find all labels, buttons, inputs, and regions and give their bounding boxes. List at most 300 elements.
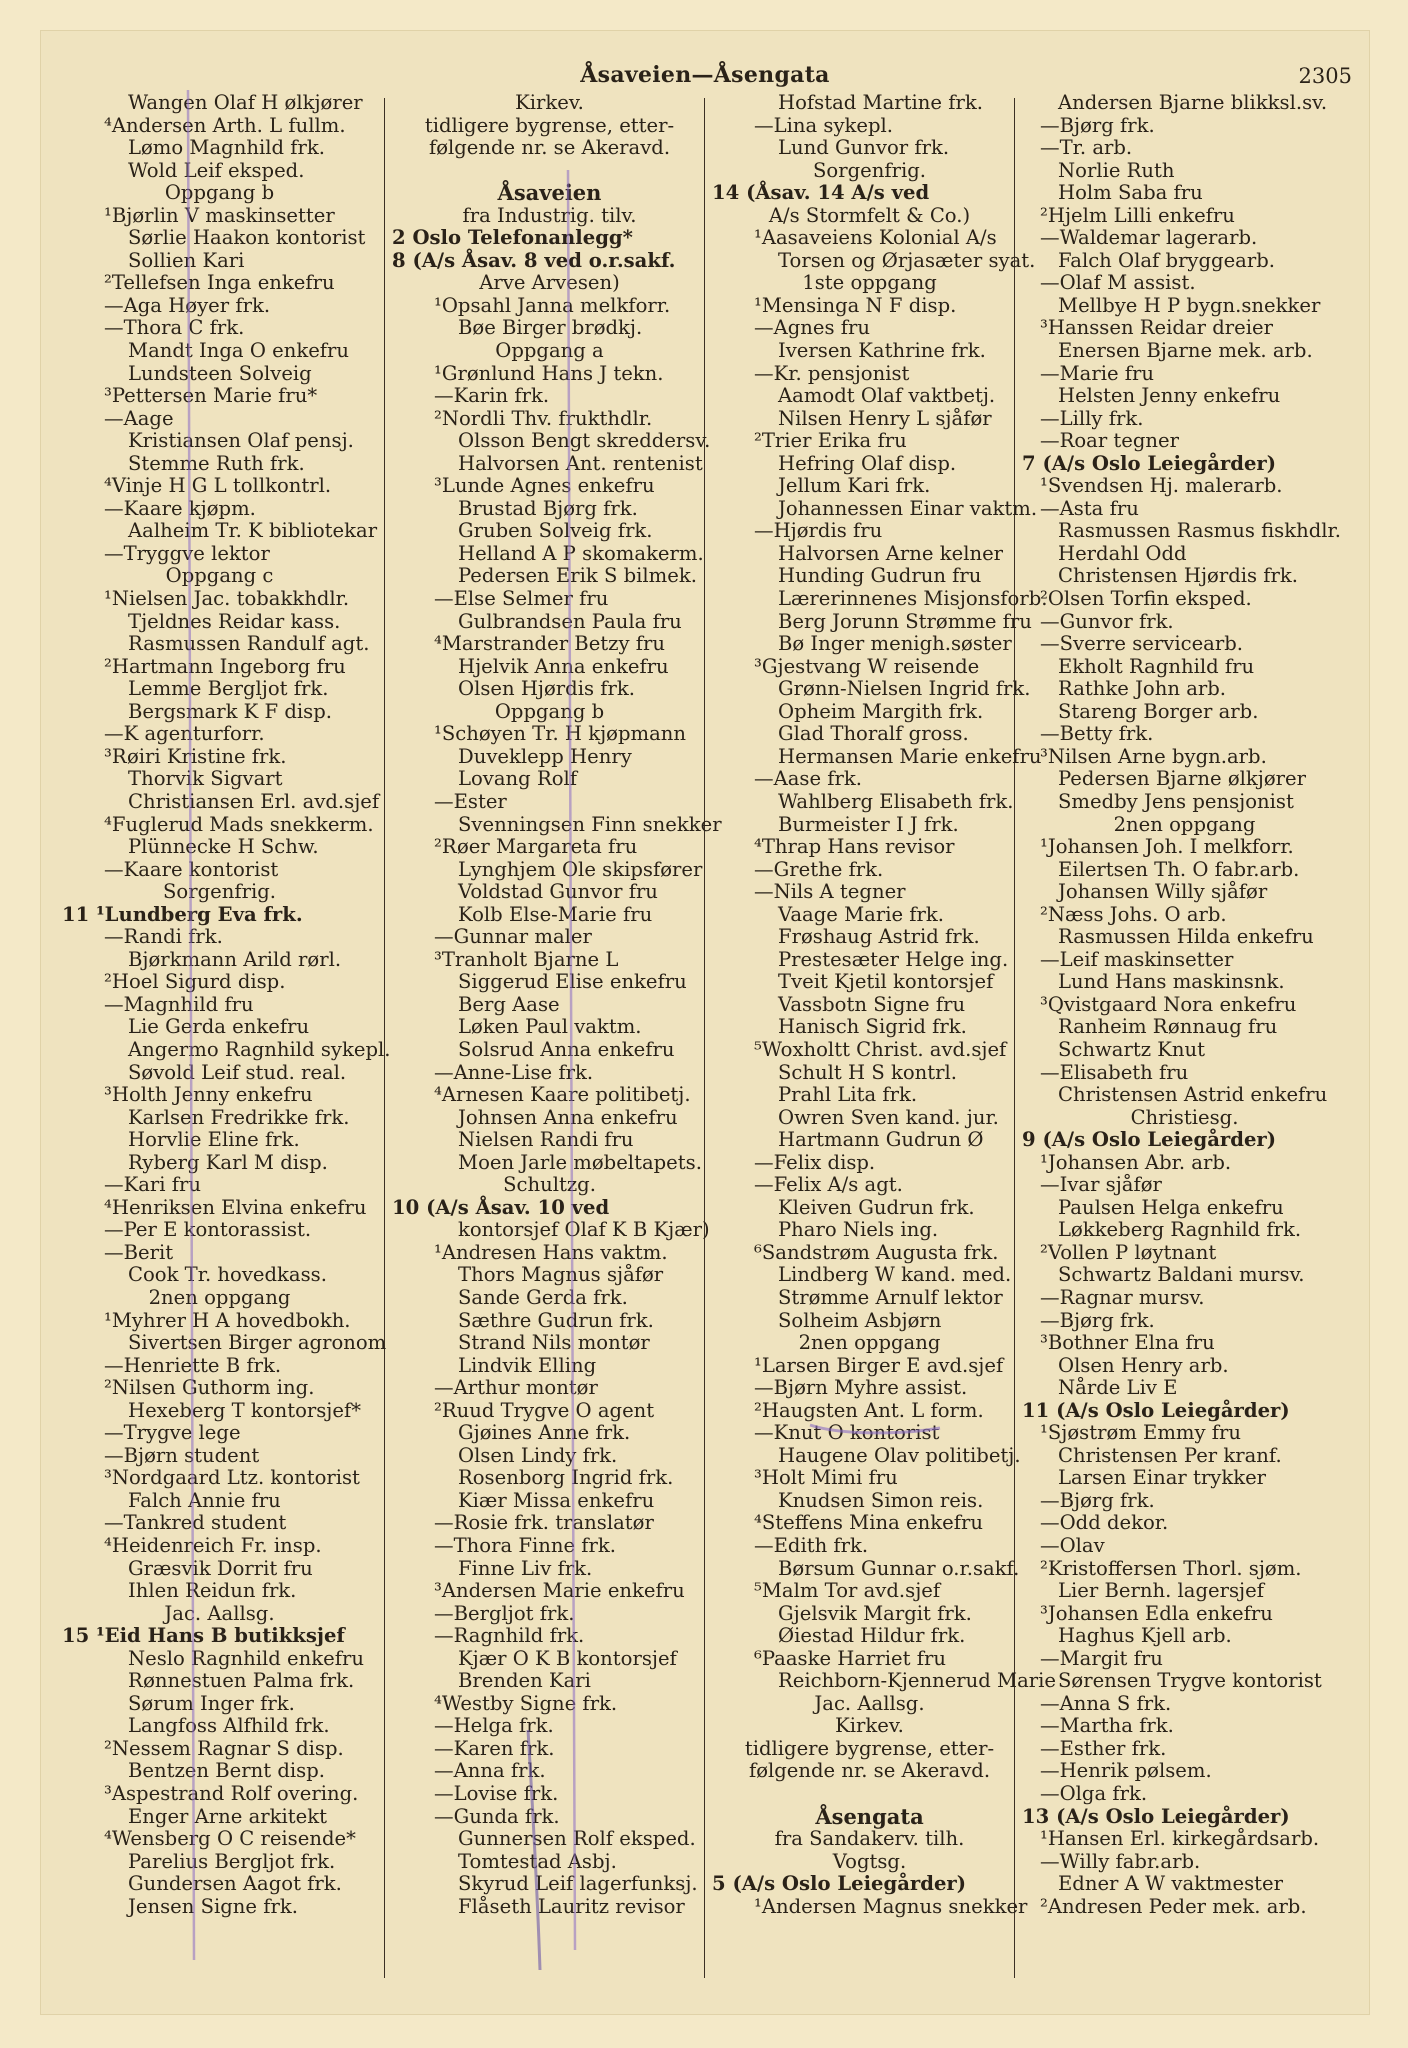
directory-entry: —Olga frk. [1040,1782,1148,1806]
directory-entry: —Leif maskinsetter [1040,947,1234,971]
directory-entry: Parelius Bergljot frk. [128,1849,336,1873]
directory-entry: ⁴Vinje H G L tollkontrl. [104,474,332,498]
directory-entry: 15 ¹Eid Hans B butikksjef [62,1624,345,1648]
directory-entry: Gulbrandsen Paula fru [458,609,682,633]
directory-entry: —Rosie frk. translatør [434,1511,654,1535]
directory-entry: ⁴Arnesen Kaare politibetj. [434,1083,691,1107]
directory-entry: Ranheim Rønnaug fru [1058,1015,1278,1039]
directory-entry: 2nen oppgang [148,1285,291,1309]
directory-entry: ⁴Wensberg O C reisende* [104,1827,356,1851]
directory-entry: Christiansen Erl. avd.sjef [128,789,380,813]
directory-entry: —Sverre servicearb. [1040,632,1243,656]
directory-entry: —Karen frk. [434,1736,555,1760]
directory-entry: ¹Andersen Magnus snekker [754,1894,1028,1918]
directory-entry: —Berit [104,1240,174,1264]
directory-entry: Ryberg Karl M disp. [128,1150,328,1174]
directory-entry: ²Ruud Trygve O agent [434,1398,655,1422]
directory-entry: Løken Paul vaktm. [458,1015,642,1039]
directory-entry: Haghus Kjell arb. [1058,1624,1232,1648]
directory-entry: Olsson Bengt skreddersv. [458,429,711,453]
directory-entry: Christensen Per kranf. [1058,1443,1282,1467]
directory-entry: —Nils A tegner [754,880,906,904]
directory-entry: —Bjørg frk. [1040,1308,1155,1332]
directory-entry: —Marie fru [1040,361,1155,385]
directory-entry: ¹Schøyen Tr. H kjøpmann [434,722,687,746]
directory-entry: 2 Oslo Telefonanlegg* [392,226,633,250]
directory-entry: Lemme Bergljot frk. [128,677,329,701]
directory-entry: ³Pettersen Marie fru* [104,384,318,408]
directory-entry: Bentzen Bernt disp. [128,1759,325,1783]
directory-entry: 5 (A/s Oslo Leiegårder) [712,1872,967,1896]
directory-entry: Enersen Bjarne mek. arb. [1058,339,1313,363]
directory-entry: Hanisch Sigrid frk. [778,1015,967,1039]
directory-entry: Plünnecke H Schw. [128,835,319,859]
directory-entry: ²Hoel Sigurd disp. [104,970,286,994]
directory-entry: Langfoss Alfhild frk. [128,1714,330,1738]
directory-entry: Mandt Inga O enkefru [128,339,350,363]
directory-entry: Lund Gunvor frk. [778,136,950,160]
directory-entry: Edner A W vaktmester [1058,1872,1283,1896]
directory-entry: Andersen Bjarne blikksl.sv. [1058,91,1328,114]
directory-entry: Knudsen Simon reis. [778,1488,984,1512]
directory-entry: Rathke John arb. [1058,677,1227,701]
column-2 [392,91,722,1918]
directory-entry: —Kaare kjøpm. [104,496,256,520]
directory-entry: Olsen Henry arb. [1058,1353,1229,1377]
directory-entry: ²Næss Johs. O arb. [1040,902,1227,926]
directory-entry: Rosenborg Ingrid frk. [458,1466,674,1490]
directory-entry: Berg Aase [458,992,560,1016]
directory-entry: ²Nordli Thv. frukthdlr. [434,406,653,430]
directory-entry: Svenningsen Finn snekker [458,812,722,836]
directory-entry: ⁵Malm Tor avd.sjef [754,1579,941,1603]
directory-entry: —Helga frk. [434,1714,554,1738]
directory-entry: Kolb Else-Marie fru [458,902,653,926]
directory-entry: Lindberg W kand. med. [778,1263,1012,1287]
directory-entry: Bjørkmann Arild rørl. [128,947,342,971]
directory-entry: Sorgenfrig. [813,158,926,182]
directory-entry: Glad Thoralf gross. [778,722,969,746]
directory-entry: 14 (Åsav. 14 A/s ved [712,181,930,205]
directory-entry: kontorsjef Olaf K B Kjær) [458,1218,710,1242]
directory-entry: ³Holt Mimi fru [754,1466,898,1490]
directory-entry: Lie Gerda enkefru [128,1015,310,1039]
directory-entry: ¹Nielsen Jac. tobakkhdlr. [104,587,350,611]
directory-entry: ²Hartmann Ingeborg fru [104,654,346,678]
directory-entry: 2nen oppgang [1113,812,1256,836]
directory-entry: ³Hanssen Reidar dreier [1040,316,1273,340]
directory-entry: Jac. Aallsg. [814,1691,925,1715]
directory-entry: ¹Mensinga N F disp. [754,293,957,317]
directory-entry: —Anna frk. [434,1759,546,1783]
directory-entry: ¹Johansen Abr. arb. [1040,1150,1232,1174]
directory-entry: Sande Gerda frk. [458,1285,628,1309]
directory-entry: Sørlie Haakon kontorist [128,226,366,250]
directory-entry: 1ste oppgang [802,271,937,295]
directory-entry: Gunnersen Rolf eksped. [458,1827,696,1851]
directory-entry: Schult H S kontrl. [778,1060,957,1084]
directory-entry: tidligere bygrense, etter- [424,113,675,137]
directory-entry: Torsen og Ørjasæter syat. [778,248,1036,272]
directory-entry: —Bergljot frk. [434,1601,575,1625]
directory-entry: Lund Hans maskinsnk. [1058,970,1285,994]
directory-entry: ³Johansen Edla enkefru [1040,1601,1273,1625]
directory-entry: Tveit Kjetil kontorsjef [778,970,994,994]
directory-entry: Iversen Kathrine frk. [778,339,986,363]
directory-entry: —Margit fru [1040,1646,1163,1670]
directory-entry: Wahlberg Elisabeth frk. [778,789,1014,813]
directory-entry: —Olaf M assist. [1040,271,1196,295]
directory-entry: Rasmussen Randulf agt. [128,632,370,656]
directory-entry [712,1783,1027,1806]
directory-entry: —Karin frk. [434,384,550,408]
directory-entry: Lømo Magnhild frk. [128,136,325,160]
directory-entry: Sørum Inger frk. [128,1691,295,1715]
directory-entry: Thors Magnus sjåfør [458,1263,664,1287]
directory-entry: —Aage [104,406,174,430]
directory-entry: Berg Jorunn Strømme fru [778,609,1032,633]
directory-entry: Johansen Willy sjåfør [1058,880,1268,904]
directory-entry: —Gunnar maler [434,925,592,949]
directory-entry: Mellbye H P bygn.snekker [1058,293,1321,317]
directory-entry: —Gunvor frk. [1040,609,1174,633]
directory-entry: —Willy fabr.arb. [1040,1849,1201,1873]
directory-entry: Finne Liv frk. [458,1556,593,1580]
directory-entry: Neslo Ragnhild enkefru [128,1646,364,1670]
directory-entry: Hofstad Martine frk. [778,91,983,114]
directory-entry: Siggerud Elise enkefru [458,970,687,994]
directory-entry: Nårde Liv E [1058,1376,1178,1400]
directory-entry: Reichborn-Kjennerud Marie [778,1669,1057,1693]
directory-entry: 11 ¹Lundberg Eva frk. [62,902,303,926]
directory-entry: Halvorsen Arne kelner [778,541,1004,565]
directory-entry: Oppgang a [495,339,604,363]
directory-entry: Olsen Hjørdis frk. [458,677,635,701]
directory-entry: Lærerinnenes Misjonsforb. [778,587,1048,611]
directory-entry: ²Vollen P løytnant [1040,1240,1217,1264]
directory-entry: Vassbotn Signe fru [778,992,966,1016]
directory-entry: 9 (A/s Oslo Leiegårder) [1022,1128,1277,1152]
directory-entry: ¹Svendsen Hj. malerarb. [1040,474,1283,498]
directory-entry: ⁶Paaske Harriet fru [754,1646,946,1670]
directory-entry: Christensen Astrid enkefru [1058,1083,1328,1107]
directory-entry: ¹Hansen Erl. kirkegårdsarb. [1040,1827,1320,1851]
directory-entry: Øiestad Hildur frk. [778,1624,966,1648]
directory-entry: —Else Selmer fru [434,587,609,611]
directory-entry: Halvorsen Ant. rentenist [458,451,703,475]
directory-entry: Vogtsg. [832,1849,907,1873]
directory-entry: følgende nr. se Akeravd. [428,136,671,160]
directory-entry: —Kari fru [104,1173,202,1197]
directory-entry: Sivertsen Birger agronom [128,1331,387,1355]
directory-entry: Aamodt Olaf vaktbetj. [778,384,996,408]
directory-entry: Strømme Arnulf lektor [778,1285,1003,1309]
directory-entry: Herdahl Odd [1058,541,1187,565]
directory-entry: Christiesg. [1130,1105,1239,1129]
directory-entry: 13 (A/s Oslo Leiegårder) [1022,1804,1290,1828]
directory-entry: —Aga Høyer frk. [104,293,271,317]
directory-entry: Hefring Olaf disp. [778,451,957,475]
directory-entry: 10 (A/s Åsav. 10 ved [392,1195,610,1219]
directory-entry: Schwartz Knut [1058,1037,1206,1061]
directory-entry: ²Nessem Ragnar S disp. [104,1736,344,1760]
directory-entry: Børsum Gunnar o.r.sakf. [778,1556,1020,1580]
directory-entry: —Gunda frk. [434,1804,560,1828]
directory-entry: Owren Sven kand. jur. [778,1105,999,1129]
directory-entry: —Tankred student [104,1511,287,1535]
directory-entry: —Ivar sjåfør [1040,1173,1162,1197]
directory-entry: —Thora Finne frk. [434,1534,616,1557]
directory-entry: Bøe Birger brødkj. [458,316,643,340]
directory-entry: Kleiven Gudrun frk. [778,1195,975,1219]
directory-entry: Rønnestuen Palma frk. [128,1669,355,1693]
directory-entry: —Hjørdis fru [754,519,883,543]
directory-entry: Falch Olaf bryggearb. [1058,248,1276,272]
directory-entry: —Elisabeth fru [1040,1060,1189,1084]
directory-entry: ⁴Andersen Arth. L fullm. [104,113,346,137]
directory-entry: Opheim Margith frk. [778,699,984,723]
directory-entry: 7 (A/s Oslo Leiegårder) [1022,451,1277,475]
directory-entry: Eilertsen Th. O fabr.arb. [1058,857,1300,881]
directory-entry: Arve Arvesen) [479,271,620,295]
directory-entry: Kjær O K B kontorsjef [458,1646,677,1670]
directory-entry: Horvlie Eline frk. [128,1128,300,1152]
directory-entry [392,160,707,183]
directory-entry: ⁴Fuglerud Mads snekkerm. [104,812,374,836]
directory-entry: —Magnhild fru [104,992,254,1016]
directory-entry: ³Bothner Elna fru [1040,1331,1215,1355]
directory-entry: ¹Aasaveiens Kolonial A/s [754,226,997,250]
column-4 [1022,92,1347,1918]
directory-entry: ⁵Woxholtt Christ. avd.sjef [754,1037,1007,1061]
directory-entry: ¹Larsen Birger E avd.sjef [754,1353,1004,1377]
directory-entry: —Agnes fru [754,316,871,340]
directory-entry: ²Røer Margareta fru [434,835,638,859]
directory-entry: —Ragnar mursv. [1040,1285,1205,1309]
directory-entry: Stemme Ruth frk. [128,451,305,475]
directory-entry: Ihlen Reidun frk. [128,1579,297,1603]
directory-entry: 8 (A/s Åsav. 8 ved o.r.sakf. [392,248,676,272]
directory-entry: fra Industrig. tilv. [462,203,637,227]
directory-entry: Sorgenfrig. [163,880,276,904]
directory-entry: Brustad Bjørg frk. [458,496,638,520]
directory-entry: —Tryggve lektor [104,541,270,565]
directory-entry: —Ester [434,789,507,813]
directory-entry: ⁴Henriksen Elvina enkefru [104,1195,367,1219]
directory-entry: —K agenturforr. [104,722,265,746]
directory-entry: —Esther frk. [1040,1736,1167,1760]
directory-entry: Aalheim Tr. K bibliotekar [128,519,378,543]
directory-entry: ²Hjelm Lilli enkefru [1040,203,1235,227]
directory-entry: —Kaare kontorist [104,857,279,881]
street-heading: Åsaveien [497,180,602,206]
directory-entry: Vaage Marie frk. [778,902,945,926]
directory-entry: —Trygve lege [104,1421,241,1445]
directory-entry: ¹Grønlund Hans J tekn. [434,361,664,385]
directory-entry: Tjeldnes Reidar kass. [128,609,341,633]
directory-entry: 2nen oppgang [798,1331,941,1355]
directory-entry: følgende nr. se Akeravd. [748,1759,991,1783]
directory-entry: Søvold Leif stud. real. [128,1060,347,1084]
directory-entry: —Bjørn Myhre assist. [754,1376,968,1400]
directory-entry: Gundersen Aagot frk. [128,1872,342,1896]
page-title: Åsaveien—Åsengata [580,62,830,88]
page-number: 2305 [1298,64,1352,88]
directory-entry: —Edith frk. [754,1534,869,1557]
directory-entry: Pharo Niels ing. [778,1218,939,1242]
directory-entry: Wangen Olaf H ølkjører [128,91,363,114]
directory-entry: Gjelsvik Margit frk. [778,1601,972,1625]
directory-entry: ⁴Heidenreich Fr. insp. [104,1534,322,1557]
directory-entry: Paulsen Helga enkefru [1058,1195,1284,1219]
directory-entry: Pedersen Bjarne ølkjører [1058,767,1307,791]
directory-page [40,30,1370,2015]
directory-entry: ³Røiri Kristine frk. [104,744,287,768]
directory-entry: Lovang Rolf [458,767,578,791]
directory-entry: —Asta fru [1040,496,1139,520]
directory-entry: Lier Bernh. lagersjef [1058,1579,1264,1603]
directory-entry: Rasmussen Hilda enkefru [1058,925,1314,949]
directory-entry: ²Andresen Peder mek. arb. [1040,1894,1307,1918]
directory-entry: Falch Annie fru [128,1488,281,1512]
directory-entry: ³Tranholt Bjarne L [434,947,619,971]
directory-entry: tidligere bygrense, etter- [744,1736,995,1760]
directory-entry: —Bjørg frk. [1040,1488,1155,1512]
directory-entry: —Kr. pensjonist [754,361,910,385]
directory-entry: fra Sandakerv. tilh. [774,1827,965,1851]
directory-entry: Rasmussen Rasmus fiskhdlr. [1058,519,1341,543]
directory-entry: Skyrud Leif lagerfunksj. [458,1872,698,1896]
directory-entry: ²Kristoffersen Thorl. sjøm. [1040,1556,1302,1580]
directory-entry: —Per E kontorassist. [104,1218,312,1242]
directory-entry: Oppgang b [494,699,605,723]
directory-entry: ⁴Thrap Hans revisor [754,835,955,859]
directory-entry: Sollien Kari [128,248,245,272]
directory-entry: Helland A P skomakerm. [458,541,704,565]
directory-entry: Prahl Lita frk. [778,1083,918,1107]
directory-entry: —Olav [1040,1534,1105,1557]
directory-entry: Hexeberg T kontorsjef* [128,1398,362,1422]
directory-entry: Hunding Gudrun fru [778,564,982,588]
directory-entry: Flåseth Lauritz revisor [458,1894,685,1918]
directory-entry: Strand Nils montør [458,1331,650,1355]
directory-entry: ²Olsen Torfin eksped. [1040,587,1252,611]
directory-entry: Nielsen Randi fru [458,1128,634,1152]
directory-entry: —Bjørn student [104,1443,260,1467]
directory-entry: Kirkev. [515,91,584,114]
directory-entry: Burmeister I J frk. [778,812,959,836]
directory-entry: Ekholt Ragnhild fru [1058,654,1255,678]
directory-entry: Kiær Missa enkefru [458,1488,655,1512]
directory-entry: Gruben Solveig frk. [458,519,653,543]
directory-entry: Lindvik Elling [458,1353,597,1377]
directory-entry: Larsen Einar trykker [1058,1466,1267,1490]
directory-entry: —Lovise frk. [434,1782,559,1806]
directory-entry: Kristiansen Olaf pensj. [128,429,354,453]
directory-entry: ³Aspestrand Rolf overing. [104,1782,359,1806]
directory-entry: —Ragnhild frk. [434,1624,585,1648]
directory-entry: —Waldemar lagerarb. [1040,226,1258,250]
column-1 [62,91,391,1918]
directory-entry: Stareng Borger arb. [1058,699,1259,723]
directory-entry: Cook Tr. hovedkass. [128,1263,327,1287]
directory-entry: —Thora C frk. [104,316,245,340]
directory-entry: ³Nordgaard Ltz. kontorist [104,1466,360,1490]
directory-entry: Solsrud Anna enkefru [458,1037,675,1061]
directory-entry: —Grethe frk. [754,857,884,881]
directory-entry: Voldstad Gunvor fru [458,880,658,904]
directory-entry: ¹Opsahl Janna melkforr. [434,293,671,317]
directory-entry: ¹Myhrer H A hovedbokh. [104,1308,351,1332]
directory-entry: Oppgang c [165,564,274,588]
directory-entry: Sæthre Gudrun frk. [458,1308,654,1332]
directory-entry: Christensen Hjørdis frk. [1058,564,1299,588]
directory-entry: Lynghjem Ole skipsfører [458,857,703,881]
street-heading: Åsengata [815,1803,924,1829]
directory-entry: Bergsmark K F disp. [128,699,333,723]
directory-entry: Brenden Kari [458,1669,591,1693]
directory-entry: Norlie Ruth [1058,158,1175,182]
directory-entry: Helsten Jenny enkefru [1058,384,1281,408]
directory-entry: ³Andersen Marie enkefru [434,1579,685,1603]
directory-entry: —Lina sykepl. [754,113,894,137]
directory-entry: Græsvik Dorrit fru [128,1556,313,1580]
directory-entry: —Anna S frk. [1040,1691,1172,1715]
directory-entry: —Aase frk. [754,767,863,791]
directory-entry: —Martha frk. [1040,1714,1174,1738]
directory-entry: Karlsen Fredrikke frk. [128,1105,350,1129]
directory-entry: Prestesæter Helge ing. [778,947,1009,971]
directory-entry: ³Lunde Agnes enkefru [434,474,655,498]
directory-entry: Hermansen Marie enkefru [778,744,1042,768]
directory-entry: ¹Bjørlin V maskinsetter [104,203,335,227]
directory-entry: Oppgang b [164,181,275,205]
directory-entry: —Felix disp. [754,1150,876,1174]
directory-entry: —Tr. arb. [1040,136,1133,160]
directory-entry: ⁶Sandstrøm Augusta frk. [754,1240,999,1264]
directory-entry: Nilsen Henry L sjåfør [778,406,992,430]
directory-entry: ²Trier Erika fru [754,429,907,453]
directory-entry: Lundsteen Solveig [128,361,312,385]
directory-entry: —Henriette B frk. [104,1353,282,1377]
directory-entry: Løkkeberg Ragnhild frk. [1058,1218,1302,1242]
directory-entry: Holm Saba fru [1058,181,1203,205]
directory-entry: Schultzg. [503,1173,596,1197]
directory-entry: Hartmann Gudrun Ø [778,1128,984,1152]
directory-entry: ³Holth Jenny enkefru [104,1083,313,1107]
directory-entry: Enger Arne arkitekt [128,1804,328,1828]
directory-entry: Frøshaug Astrid frk. [778,925,980,949]
directory-entry: Jac. Aallsg. [164,1601,275,1625]
directory-entry: Thorvik Sigvart [128,767,283,791]
directory-entry: Wold Leif eksped. [128,158,305,182]
directory-entry: ⁴Marstrander Betzy fru [434,632,666,656]
directory-entry: —Betty frk. [1040,722,1154,746]
directory-entry: —Roar tegner [1040,429,1180,453]
directory-entry: Johnsen Anna enkefru [458,1105,678,1129]
directory-entry: Angermo Ragnhild sykepl. [128,1037,391,1061]
directory-entry: —Anne-Lise frk. [434,1060,594,1084]
directory-entry: Smedby Jens pensjonist [1058,789,1294,813]
directory-entry: ⁴Steffens Mina enkefru [754,1511,983,1535]
directory-entry: ²Haugsten Ant. L form. [754,1398,984,1422]
directory-entry: Bø Inger menigh.søster [778,632,1012,656]
directory-entry: A/s Stormfelt & Co.) [768,203,971,227]
directory-entry: ³Gjestvang W reisende [754,654,980,678]
directory-entry: Schwartz Baldani mursv. [1058,1263,1305,1287]
directory-entry: ¹Johansen Joh. I melkforr. [1040,835,1294,859]
directory-entry: —Odd dekor. [1040,1511,1169,1535]
